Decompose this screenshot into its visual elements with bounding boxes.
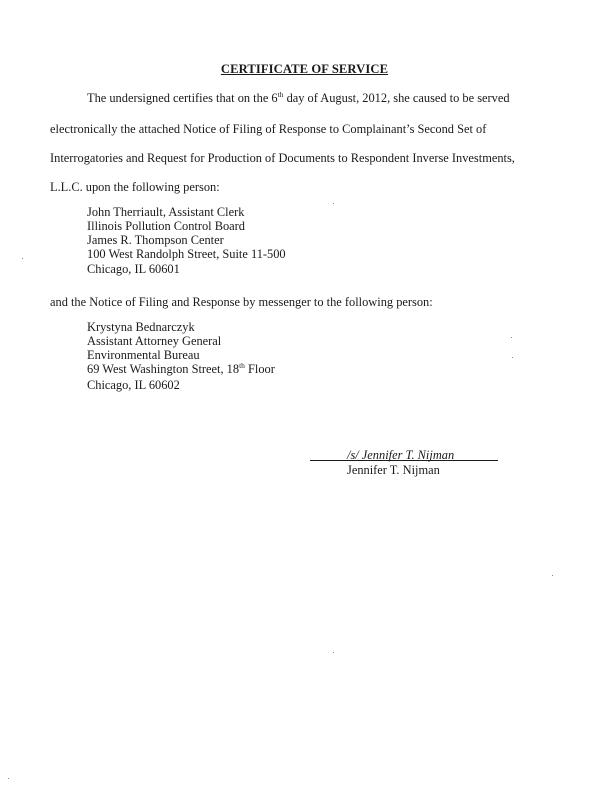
scan-speck xyxy=(512,357,513,358)
scan-speck xyxy=(333,652,334,653)
recipient2-name: Krystyna Bednarczyk xyxy=(87,320,195,334)
recipient1-city: Chicago, IL 60601 xyxy=(87,262,180,276)
paragraph1-line1 xyxy=(87,91,510,106)
recipient2-org: Environmental Bureau xyxy=(87,348,200,362)
signature-line xyxy=(310,460,498,461)
scan-speck xyxy=(8,778,9,779)
paragraph2: and the Notice of Filing and Response by messenger to the following person: xyxy=(50,295,433,309)
paragraph1-line3: Interrogatories and Request for Production of Documents to Respondent Inverse Investments, xyxy=(50,151,515,165)
recipient2-title: Assistant Attorney General xyxy=(87,334,222,348)
paragraph1-line1-text-a: The undersigned certifies that on the 6 xyxy=(87,91,278,105)
scan-speck xyxy=(333,203,334,204)
recipient1-building: James R. Thompson Center xyxy=(87,233,224,247)
electronic-signature: /s/ Jennifer T. Nijman xyxy=(347,448,455,462)
paragraph1-line2: electronically the attached Notice of Filing of Response to Complainant’s Second Set of xyxy=(50,122,487,136)
recipient1-street: 100 West Randolph Street, Suite 11-500 xyxy=(87,247,286,261)
recipient1-name: John Therriault, Assistant Clerk xyxy=(87,205,245,219)
scan-speck xyxy=(511,337,512,338)
scan-speck xyxy=(552,575,553,576)
recipient2-street-text-b: Floor xyxy=(244,362,275,376)
recipient2-street xyxy=(87,362,275,376)
recipient2-street-ordinal: th xyxy=(239,361,245,370)
paragraph1-line1-text-b: day of August, 2012, she caused to be served xyxy=(283,91,510,105)
paragraph1-line1-ordinal: th xyxy=(277,90,284,99)
scan-speck xyxy=(22,258,23,259)
signer-name: Jennifer T. Nijman xyxy=(347,463,440,477)
recipient2-city: Chicago, IL 60602 xyxy=(87,378,180,392)
recipient2-street-text-a: 69 West Washington Street, 18 xyxy=(87,362,240,376)
paragraph1-line4: L.L.C. upon the following person: xyxy=(50,180,220,194)
document-title: CERTIFICATE OF SERVICE xyxy=(220,62,389,76)
recipient1-org: Illinois Pollution Control Board xyxy=(87,219,245,233)
